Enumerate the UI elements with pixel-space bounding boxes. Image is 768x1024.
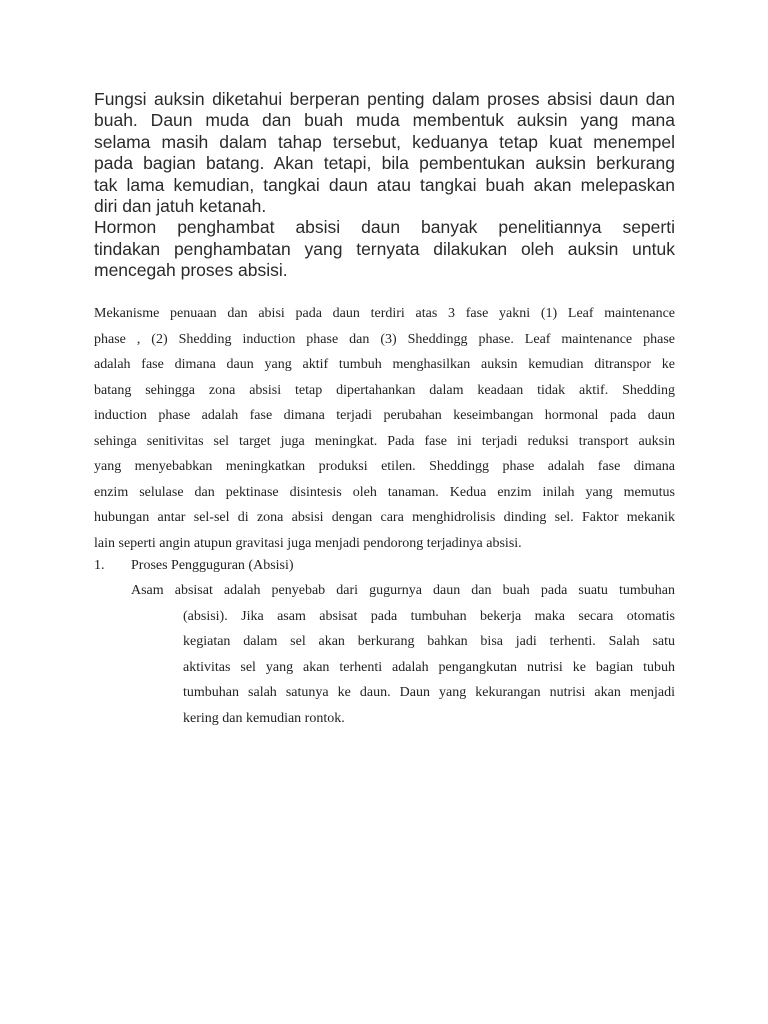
list-item-paragraph [131, 578, 675, 731]
text-line: tak lama kemudian, tangkai daun atau tangkai buah akan melepaskan [94, 174, 675, 195]
text-line: tindakan penghambatan yang ternyata dilakukan oleh auksin untuk [94, 238, 675, 259]
list-number: 1. [94, 558, 105, 573]
text-line: hubungan antar sel-sel di zona absisi dengan cara menghidrolisis dinding sel. Faktor mekanik [94, 510, 675, 525]
text-line: buah. Daun muda dan buah muda membentuk auksin yang mana [94, 110, 675, 131]
text-line: Hormon penghambat absisi daun banyak penelitiannya seperti [94, 217, 675, 238]
text-line: pada bagian batang. Akan tetapi, bila pembentukan auksin berkurang [94, 153, 675, 174]
text-line: induction phase adalah fase dimana terjadi perubahan keseimbangan hormonal pada daun [94, 408, 675, 423]
text-line: diri dan jatuh ketanah. [94, 196, 267, 217]
text-line: kegiatan dalam sel akan berkurang bahkan bisa jadi terhenti. Salah satu [183, 634, 675, 649]
text-line: enzim selulase dan pektinase disintesis oleh tanaman. Kedua enzim inilah yang memutus [94, 484, 675, 500]
text-line: phase , (2) Shedding induction phase dan (3) Sheddingg phase. Leaf maintenance phase [94, 331, 675, 347]
text-line: adalah fase dimana daun yang aktif tumbuh menghasilkan auksin kemudian ditranspor ke [94, 357, 675, 372]
text-line: Fungsi auksin diketahui berperan penting dalam proses absisi daun dan [94, 89, 675, 109]
text-line: selama masih dalam tahap tersebut, keduanya tetap kuat menempel [94, 131, 675, 152]
text-line: kering dan kemudian rontok. [183, 710, 345, 726]
text-line: lain seperti angin atupun gravitasi juga menjadi pendorong terjadinya absisi. [94, 535, 522, 551]
text-line: mencegah proses absisi. [94, 260, 288, 281]
text-line: sehinga senitivitas sel target juga meningkat. Pada fase ini terjadi reduksi transport auksin [94, 433, 675, 449]
text-line: (absisi). Jika asam absisat pada tumbuhan bekerja maka secara otomatis [183, 608, 675, 624]
text-line: aktivitas sel yang akan terhenti adalah pengangkutan nutrisi ke bagian tubuh [183, 659, 675, 675]
text-line: Mekanisme penuaan dan abisi pada daun terdiri atas 3 fase yakni (1) Leaf maintenance [94, 306, 675, 321]
text-line: batang sehingga zona absisi tetap dipertahankan dalam keadaan tidak aktif. Shedding [94, 382, 675, 398]
intro-paragraph [94, 89, 675, 282]
text-line: Asam absisat adalah penyebab dari gugurnya daun dan buah pada suatu tumbuhan [131, 583, 675, 598]
list-heading: Proses Pengguguran (Absisi) [131, 558, 294, 573]
text-line: yang menyebabkan meningkatkan produksi etilen. Sheddingg phase adalah fase dimana [94, 459, 675, 474]
text-line: tumbuhan salah satunya ke daun. Daun yang kekurangan nutrisi akan menjadi [183, 685, 675, 700]
mechanism-paragraph [94, 301, 675, 556]
